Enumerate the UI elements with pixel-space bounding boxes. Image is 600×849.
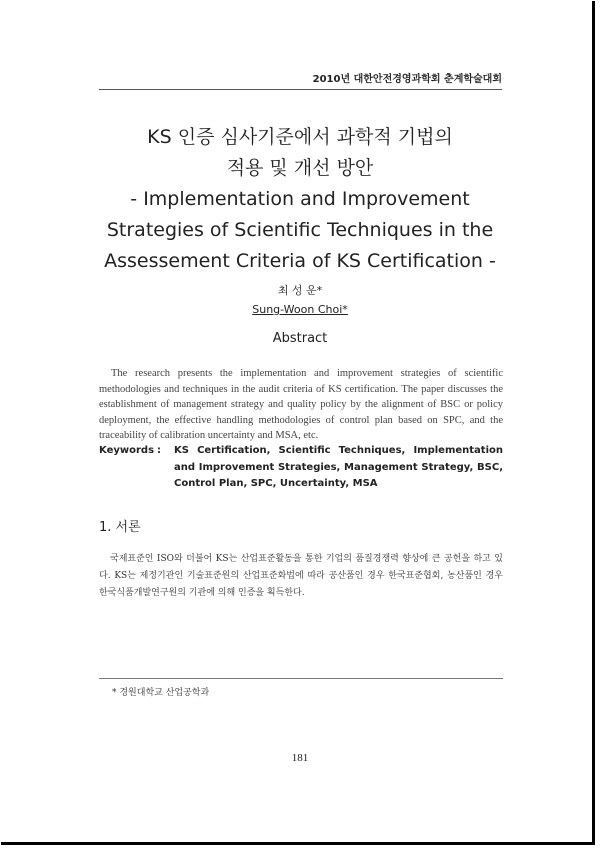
- footnote: * 경원대학교 산업공학과: [112, 688, 210, 698]
- keywords: [99, 443, 503, 493]
- authors: [0, 281, 600, 319]
- title-line-3: - Implementation and Improvement: [130, 188, 470, 210]
- header-rule: [99, 89, 502, 90]
- title-line-5: Assessement Criteria of KS Certification -: [104, 250, 496, 272]
- paper-title: [0, 122, 600, 277]
- author-korean: 최 성 운*: [277, 284, 323, 297]
- title-line-2: 적용 및 개선 방안: [226, 157, 374, 179]
- author-english: Sung-Woon Choi*: [252, 303, 348, 316]
- keywords-text: KS Certification, Scientific Techniques, Implementation and Improvement Strategies, Management Strategy, BSC, Control Plan, SPC, Uncertainty, MSA: [174, 445, 503, 489]
- page-number: 181: [291, 752, 309, 764]
- section-heading: 1. 서론: [99, 520, 141, 535]
- section-body: 국제표준인 ISO와 더불어 KS는 산업표준활동을 통한 기업의 품질경쟁력 향상에 큰 공헌을 하고 있다. KS는 제정기관인 기술표준원의 산업표준화법에 따라 공산품인 경우 한국표준협회, 농산품인 경우 한국식품개발연구원의 기관에 의해 인증을 획득한다.: [99, 554, 503, 598]
- abstract-heading: Abstract: [272, 331, 328, 346]
- keywords-colon: :: [157, 445, 161, 456]
- conference-header: 2010년 대한안전경영과학회 춘계학술대회: [312, 74, 502, 85]
- title-line-4: Strategies of Scientific Techniques in the: [106, 219, 494, 241]
- title-line-1: KS 인증 심사기준에서 과학적 기법의: [147, 126, 453, 148]
- abstract-text: The research presents the implementation and improvement strategies of scientific methodologies and techniques in the audit criteria of KS certification. The paper discusses the establishment of management strategy and quality policy by the alignment of BSC or policy deployment, the effective handling methodologies of control plan based on SPC, and the traceability of calibration uncertainty and MSA, etc.: [99, 368, 503, 441]
- keywords-label: Keywords: [99, 445, 155, 456]
- footnote-rule: [99, 678, 503, 679]
